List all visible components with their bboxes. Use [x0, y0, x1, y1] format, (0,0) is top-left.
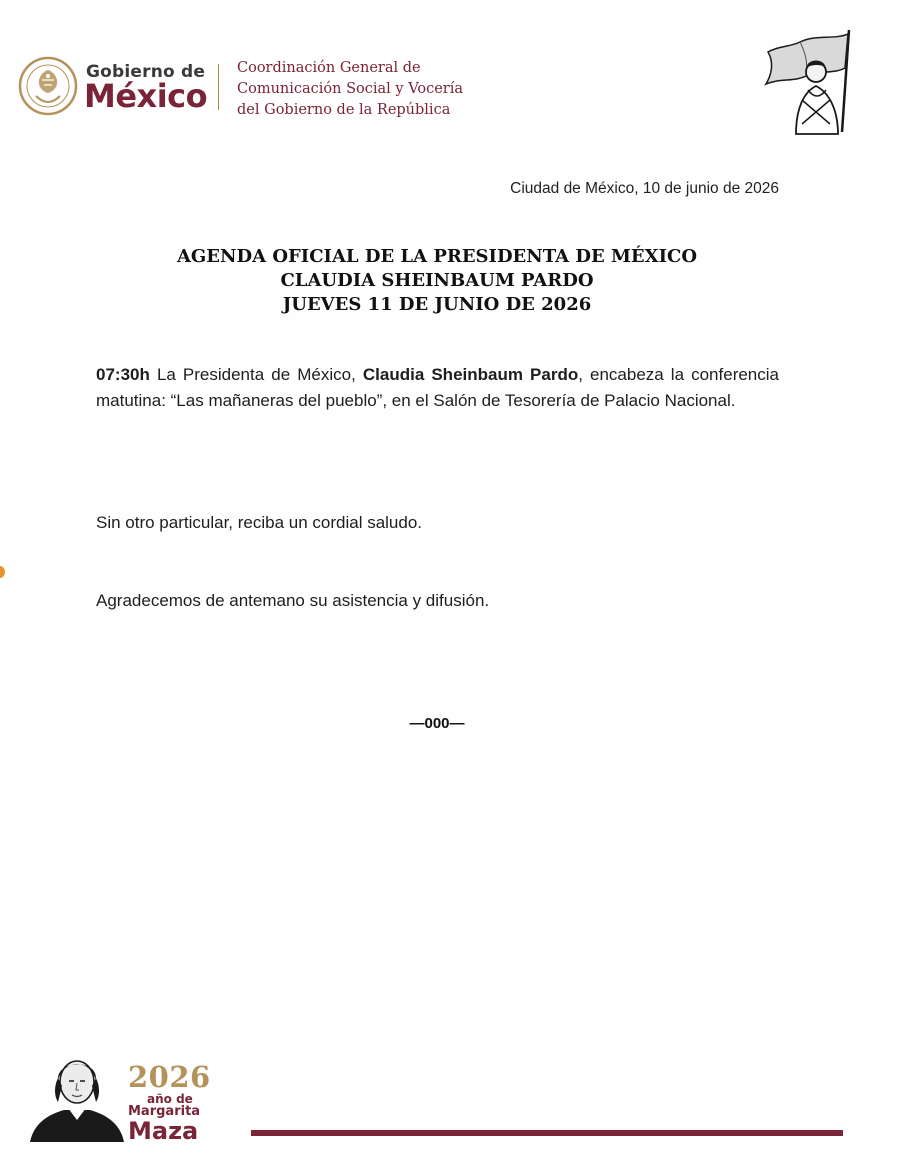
coat-of-arms-seal-icon — [18, 56, 78, 116]
heroine-with-flag-icon — [750, 28, 860, 138]
footer-ano-de: año de — [147, 1092, 193, 1106]
mexico-wordmark: México — [84, 77, 208, 115]
margarita-maza-portrait-icon — [28, 1050, 126, 1142]
agenda-name: Claudia Sheinbaum Pardo — [362, 365, 579, 384]
gobierno-de-text: Gobierno de — [86, 62, 206, 82]
coordinacion-line-1: Coordinación General de — [237, 60, 421, 76]
title-line-3: JUEVES 11 DE JUNIO DE 2026 — [282, 294, 592, 315]
coordinacion-heading — [237, 58, 463, 121]
document-date: Ciudad de México, 10 de junio de 2026 — [510, 180, 779, 197]
closing-greeting: Sin otro particular, reciba un cordial saludo. — [96, 513, 423, 532]
title-line-1: AGENDA OFICIAL DE LA PRESIDENTA DE MÉXICO — [176, 246, 698, 267]
agenda-text-b: , encabeza la conferencia matutina: “Las mañaneras del pueblo”, en el Salón de Tesorería de Palacio Nacional. — [96, 365, 779, 410]
edge-marker-dot — [0, 566, 5, 578]
coordinacion-line-2: Comunicación Social y Vocería — [237, 81, 463, 97]
footer-bar — [251, 1130, 843, 1136]
coordinacion-line-3: del Gobierno de la República — [237, 102, 451, 118]
agenda-text-a: La Presidenta de México, — [149, 365, 363, 384]
end-mark: —000— — [409, 715, 465, 732]
closing-thanks: Agradecemos de antemano su asistencia y difusión. — [96, 591, 490, 610]
agenda-time: 07:30h — [96, 365, 150, 384]
document-title — [0, 245, 874, 317]
footer-name-1: Margarita — [128, 1104, 201, 1119]
header-divider — [218, 64, 219, 110]
footer-year: 2026 — [128, 1060, 211, 1094]
footer-name-2: Maza — [128, 1117, 199, 1145]
title-line-2: CLAUDIA SHEINBAUM PARDO — [280, 270, 594, 291]
agenda-item — [96, 362, 779, 413]
